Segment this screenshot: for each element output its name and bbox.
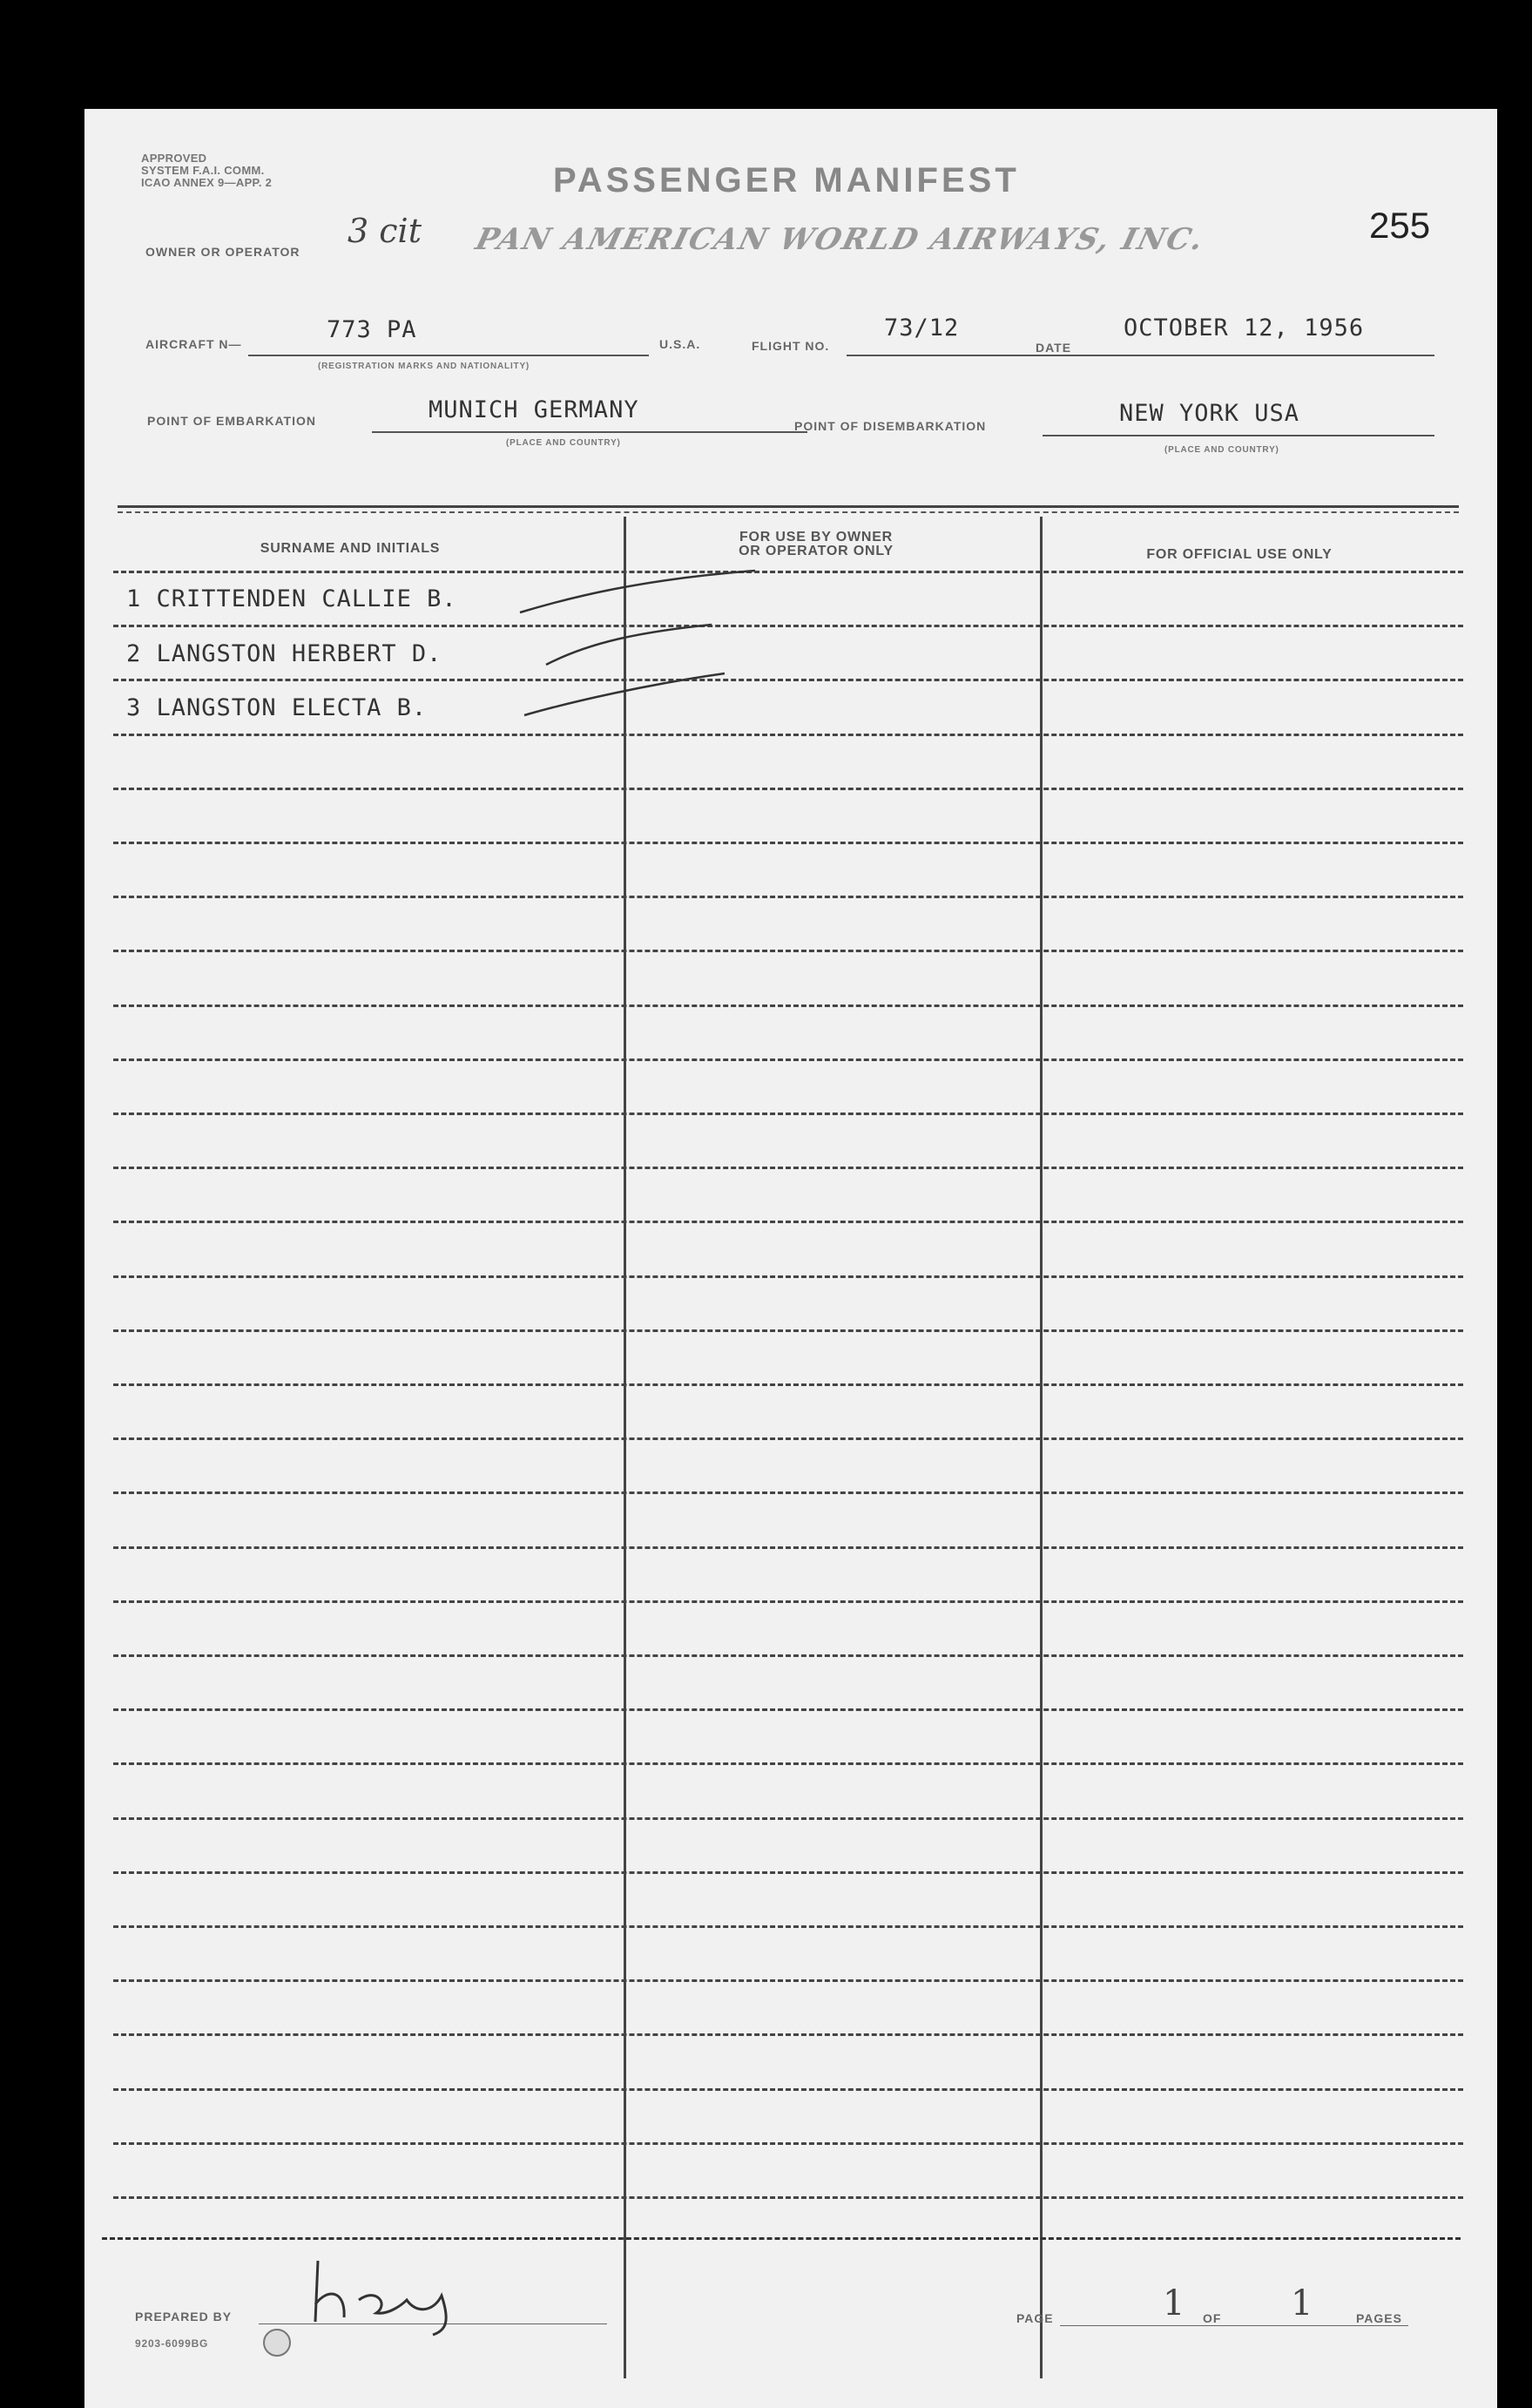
manifest-sheet: [84, 109, 1497, 2408]
form-title: PASSENGER MANIFEST: [553, 161, 1020, 200]
approval-line-3: ICAO ANNEX 9—APP. 2: [141, 176, 273, 189]
of-value: 1: [1291, 2283, 1313, 2323]
date-value: OCTOBER 12, 1956: [1124, 315, 1365, 342]
ditto-stroke-2: [546, 625, 712, 665]
table-row-line: [113, 2088, 1463, 2091]
column-header-owner-use-line-2: OR OPERATOR ONLY: [739, 544, 894, 558]
embarkation-sublabel: (PLACE AND COUNTRY): [506, 438, 621, 448]
aircraft-sublabel: (REGISTRATION MARKS AND NATIONALITY): [318, 362, 530, 371]
table-row-line: [113, 1925, 1463, 1928]
page-count-line: [1060, 2325, 1408, 2326]
table-row-line: [113, 896, 1463, 898]
table-row-line: [113, 1221, 1463, 1223]
table-row-line: [113, 1059, 1463, 1061]
usa-label: U.S.A.: [659, 337, 701, 351]
table-row-line: [113, 1546, 1463, 1549]
disembarkation-sublabel: (PLACE AND COUNTRY): [1164, 445, 1279, 455]
ditto-stroke-3: [524, 673, 725, 715]
passenger-number: 1: [126, 585, 142, 612]
table-row-line: [113, 1600, 1463, 1603]
pages-label: PAGES: [1356, 2311, 1402, 2325]
passenger-name: LANGSTON ELECTA B.: [156, 694, 428, 721]
table-row-line: [113, 1708, 1463, 1711]
table-row-line: [113, 950, 1463, 952]
passenger-name: CRITTENDEN CALLIE B.: [156, 585, 457, 612]
approval-line-2: SYSTEM F.A.I. COMM.: [141, 164, 265, 177]
table-row-line: [113, 1004, 1463, 1007]
table-row-line: [113, 1817, 1463, 1820]
table-row-line: [113, 1762, 1463, 1765]
table-row-line: [113, 1654, 1463, 1657]
flight-value: 73/12: [884, 315, 960, 342]
disembarkation-label: POINT OF DISEMBARKATION: [794, 419, 987, 433]
embarkation-label: POINT OF EMBARKATION: [147, 414, 316, 428]
column-header-owner-use-line-1: FOR USE BY OWNER: [739, 530, 894, 545]
table-row-line: [113, 1113, 1463, 1115]
column-header-official: FOR OFFICIAL USE ONLY: [1146, 547, 1333, 562]
passenger-name: LANGSTON HERBERT D.: [156, 640, 442, 667]
passenger-number: 2: [126, 640, 142, 667]
date-label: DATE: [1036, 341, 1072, 355]
disembarkation-value: NEW YORK USA: [1119, 400, 1300, 427]
table-row-line: [113, 1437, 1463, 1440]
of-label: OF: [1203, 2311, 1222, 2325]
ditto-stroke-1: [520, 571, 755, 612]
page-number: 255: [1369, 205, 1431, 246]
owner-label: OWNER OR OPERATOR: [145, 245, 300, 259]
embarkation-value: MUNICH GERMANY: [429, 396, 639, 423]
table-bottom-border: [102, 2237, 1461, 2240]
table-row-line: [113, 2033, 1463, 2036]
flight-label: FLIGHT NO.: [752, 339, 830, 353]
handwritten-strokes: [84, 109, 1497, 893]
approval-line-1: APPROVED: [141, 152, 207, 165]
table-row-line: [113, 1275, 1463, 1278]
table-row-line: [113, 1491, 1463, 1494]
page-label: PAGE: [1016, 2311, 1054, 2325]
airline-name: PAN AMERICAN WORLD AIRWAYS, INC.: [472, 222, 1209, 257]
page-value: 1: [1163, 2283, 1185, 2323]
aircraft-label: AIRCRAFT N—: [145, 337, 242, 351]
table-row-line: [113, 1979, 1463, 1982]
prepared-by-signature: [294, 2252, 468, 2339]
aircraft-value: 773 PA: [327, 316, 417, 343]
form-code: 9203-6099BG: [135, 2337, 209, 2350]
owner-handwritten-note: 3 cit: [348, 212, 422, 250]
column-header-surname: SURNAME AND INITIALS: [260, 541, 441, 556]
table-row-line: [113, 2196, 1463, 2199]
table-row-line: [113, 1329, 1463, 1332]
union-seal-icon: [263, 2329, 291, 2357]
table-row-line: [113, 1167, 1463, 1169]
passenger-number: 3: [126, 694, 142, 721]
prepared-by-label: PREPARED BY: [135, 2310, 233, 2323]
table-row-line: [113, 1871, 1463, 1874]
table-row-line: [113, 2142, 1463, 2145]
table-row-line: [113, 1383, 1463, 1386]
